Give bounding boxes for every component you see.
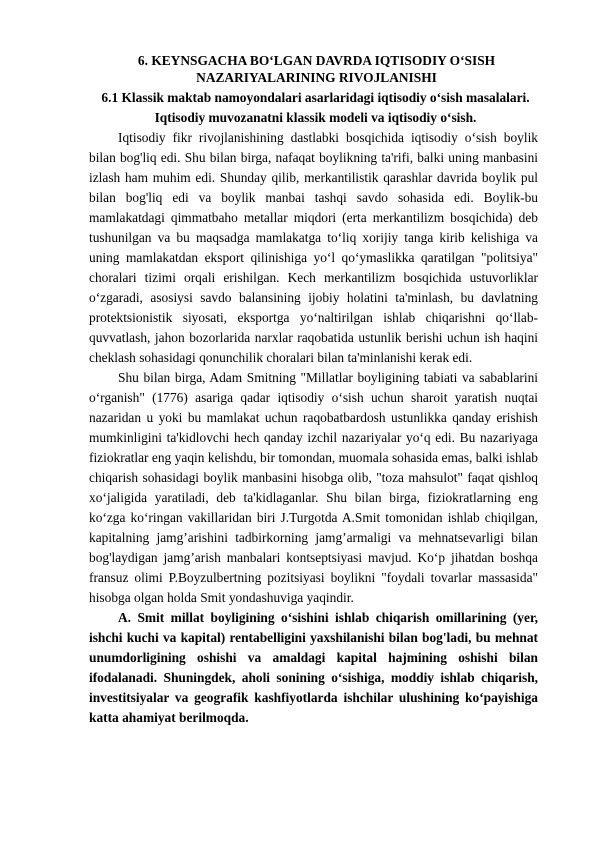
bold-paragraph: A. Smit millat boyligining o‘sishini ishlab chiqarish omillarining (yer, ishchi kuchi va kapital) rentabelligini yaxshilanishi bilan bog'ladi, bu mehnat unumdorligining oshishi va amaldagi kapital hajmining oshishi bilan ifodalanadi. Shuningdek, aholi sonining o‘sishiga, moddiy ishlab chiqarish, investitsiyalar va geografik kashfiyotlarda ishchilar ulushining ko‘payishiga katta ahamiyat berilmoqda. (89, 610, 538, 725)
body-paragraph-2: Shu bilan birga, Adam Smitning "Millatlar boyligining tabiati va sabablarini o‘rganish" (1776) asariga qadar iqtisodiy o‘sish uchun sharoit yaratish nuqtai nazaridan u yoki bu mamlakat uchun raqobatbardosh ustunlikka qanday erishish mumkinligini ta'kidlovchi hech qanday izchil nazariyalar yo‘q edi. Bu nazariyaga fiziokratlar eng yaqin kelishdu, bir tomondan, muomala sohasida emas, balki ishlab chiqarish sohasidagi boylik manbasini hisobga olib, "toza mahsulot" faqat qishloq xo‘jaligida yaratiladi, deb ta'kidlaganlar. Shu bilan birga, fiziokratlarning eng ko‘zga ko‘ringan vakillaridan biri J.Turgotda A.Smit tomonidan ishlab chiqilgan, kapitalning jamg’arishini tadbirkorning jamg’armaligi va mehnatsevarligi bilan bog'laydigan jamg’arish manbalari kontseptsiyasi mavjud. Ko‘p jihatdan boshqa fransuz olimi P.Boyzulbertning pozitsiyasi boylikni "foydali tovarlar massasida" hisobga olgan holda Smit yondashuviga yaqindir. (89, 370, 538, 605)
chapter-title: 6. KEYNSGACHA BO‘LGAN DAVRDA IQTISODIY O‘SISH NAZARIYALARINING RIVOJLANISHI (137, 53, 496, 85)
section-subtitle: 6.1 Klassik maktab namoyondalari asarlaridagi iqtisodiy o‘sish masalalari. Iqtisodiy muvozanatni klassik modeli va iqtisodiy o‘sish. (101, 90, 530, 125)
body-paragraph-1: Iqtisodiy fikr rivojlanishining dastlabki bosqichida iqtisodiy o‘sish boylik bilan bog'liq edi. Shu bilan birga, nafaqat boylikning ta'rifi, balki uning manbasini izlash ham muhim edi. Shunday qilib, merkantilistik qarashlar davrida boylik pul bilan bog'liq edi va boylik manbai tashqi savdo sohasida edi. Boylik-bu mamlakatdagi qimmatbaho metallar miqdori (erta merkantilizm bosqichida) deb tushunilgan va bu maqsadga mamlakatga to‘liq xorijiy tanga kirib kelishiga va uning mamlakatdan eksport qilinishiga yo‘l qo‘ymaslikka qaratilgan "politsiya" choralari tizimi orqali erishilgan. Kech merkantilizm bosqichida ustuvorliklar o‘zgaradi, asosiysi savdo balansining ijobiy holatini ta'minlash, bu davlatning protektsionistik siyosati, eksportga yo‘naltirilgan ishlab chiqarishni qo‘llab-quvvatlash, jahon bozorlarida narxlar raqobatida ustunlik berishi uchun ish haqini cheklash sohasidagi qonunchilik choralari bilan ta'minlanishi kerak edi. (89, 130, 538, 365)
